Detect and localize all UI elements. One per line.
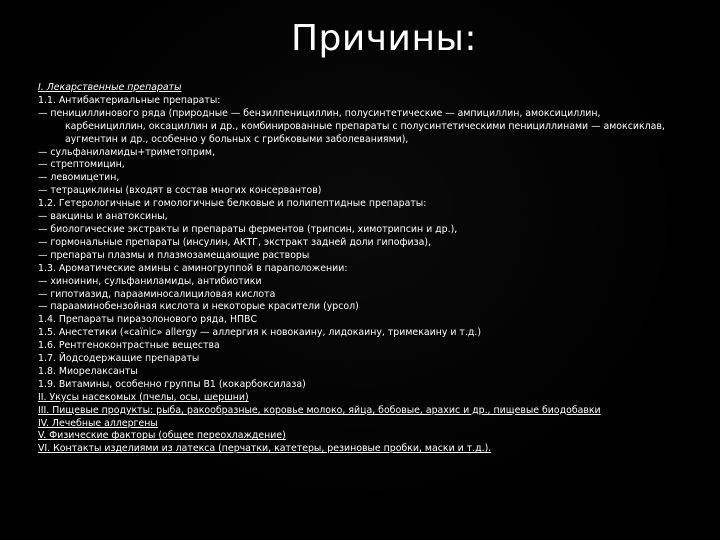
text-line: II. Укусы насекомых (пчелы, осы, шершни) — [38, 391, 249, 403]
text-line: III. Пищевые продукты: рыба, ракообразные, коровье молоко, яйца, бобовые, арахис и др., пищевые биодобавки — [38, 404, 601, 416]
text-line: — гипотиазид, парааминосалициловая кислота — [38, 288, 276, 300]
text-line: — хиноинин, сульфаниламиды, антибиотики — [38, 275, 262, 287]
text-line: 1.8. Миорелаксанты — [38, 365, 138, 377]
text-line: VI. Контакты изделиями из латекса (перчатки, катетеры, резиновые пробки, маски и т.д.). — [38, 443, 492, 455]
text-line: 1.6. Рентгеноконтрастные вещества — [38, 340, 220, 352]
text-line: — левомицетин, — [38, 172, 120, 184]
text-line: — препараты плазмы и плазмозамещающие растворы — [38, 249, 310, 261]
text-line: — вакцины и анатоксины, — [38, 211, 168, 223]
text-line: 1.9. Витамины, особенно группы В1 (кокарбоксилаза) — [38, 378, 306, 390]
text-line: 1.1. Антибактериальные препараты: — [38, 94, 221, 106]
text-line: I. Лекарственные препараты — [38, 82, 182, 93]
slide-body-text — [38, 82, 678, 456]
text-line: — гормональные препараты (инсулин, АКТГ, экстракт задней доли гипофиза), — [38, 236, 431, 248]
text-line: IV. Лечебные аллергены — [38, 417, 158, 429]
text-line: 1.4. Препараты пиразолонового ряда, НПВС — [38, 314, 258, 326]
text-line: — биологические экстракты и препараты ферментов (трипсин, химотрипсин и др.), — [38, 223, 458, 235]
text-line: — тетрациклины (входят в состав многих консервантов) — [38, 185, 322, 197]
slide-title: Причины: — [290, 18, 478, 59]
text-line: — стрептомицин, — [38, 159, 125, 171]
text-line: — парааминобензойная кислота и некоторые красители (урсол) — [38, 301, 359, 313]
text-line: 1.5. Анестетики («caїnic» allergy — аллергия к новокаину, лидокаину, тримекаину и т.д.) — [38, 327, 481, 339]
text-line: 1.3. Ароматические амины с аминогруппой в параположении: — [38, 262, 348, 274]
text-line: V. Физические факторы (общее переохлаждение) — [38, 430, 286, 442]
text-line: — сульфаниламиды+триметоприм, — [38, 146, 215, 158]
text-line: 1.2. Гетерологичные и гомологичные белковые и полипептидные препараты: — [38, 198, 427, 210]
text-line: — пенициллинового ряда (природные — бензилпенициллин, полусинтетические — ампициллин, амоксициллин, карбенициллин, оксациллин и др., комбинированные препараты с полусинтетическими пенициллинами — амоксиклав, аугментин и др., особенно у больных с грибковыми заболеваниями), — [38, 107, 665, 145]
text-line: 1.7. Йодсодержащие препараты — [38, 353, 200, 365]
